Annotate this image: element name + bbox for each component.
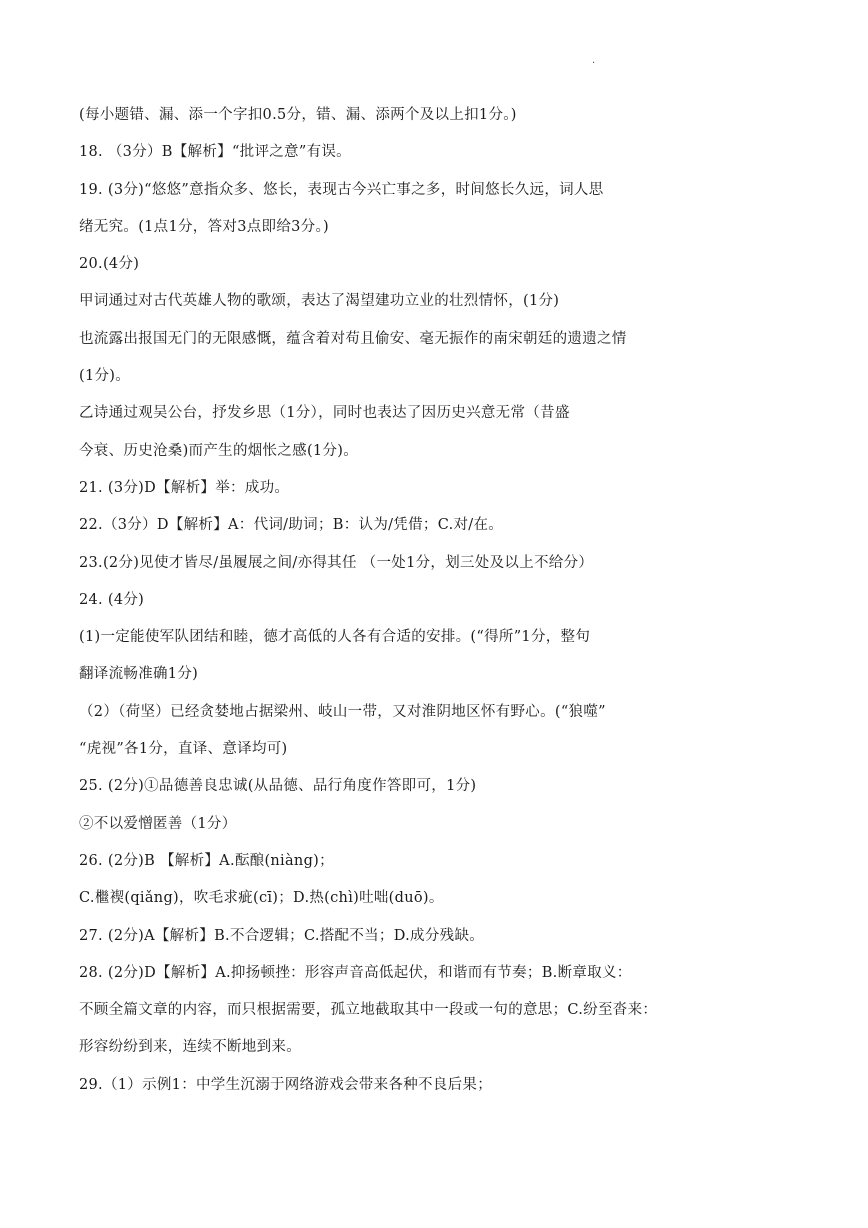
text-line: 也流露出报国无门的无限感慨，蕴含着对苟且偷安、毫无振作的南宋朝廷的遗遗之情: [79, 330, 627, 347]
text-line: ②不以爱憎匿善（1分）: [79, 815, 237, 832]
text-line: 23.(2分)见使才皆尽/虽履展之间/亦得其任 （一处1分，划三处及以上不给分）: [79, 554, 594, 571]
text-line: “虎视”各1分，直译、意译均可): [79, 741, 288, 758]
text-line: 22.（3分）D【解析】A：代词/助词；B：认为/凭借；C.对/在。: [79, 517, 504, 534]
text-line: 20.(4分): [79, 256, 140, 273]
text-line: 21. (3分)D【解析】举：成功。: [79, 479, 290, 496]
text-line: 绪无究。(1点1分，答对3点即给3分。): [79, 218, 329, 235]
text-line: (1分)。: [79, 368, 131, 385]
text-line: 不顾全篇文章的内容，而只根据需要，孤立地截取其中一段或一句的意思；C.纷至沓来：: [79, 1002, 658, 1019]
text-line: (1)一定能使军队团结和睦，德才高低的人各有合适的安排。(“得所”1分，整句: [79, 629, 591, 646]
text-line: 27. (2分)A【解析】B.不合逻辑；C.搭配不当；D.成分残缺。: [79, 927, 485, 944]
text-line: 24. (4分): [79, 591, 145, 608]
text-line: 19. (3分)“悠悠”意指众多、悠长，表现古今兴亡事之多，时间悠长久远，词人思: [79, 181, 604, 198]
text-line: 乙诗通过观吴公台，抒发乡思（1分），同时也表达了因历史兴意无常（昔盛: [79, 405, 570, 422]
text-line: 28. (2分)D【解析】A.抑扬顿挫：形容声音高低起伏，和谐而有节奏；B.断章取义：: [79, 964, 632, 981]
text-line: 25. (2分)①品德善良忠诚(从品德、品行角度作答即可，1分): [79, 778, 477, 795]
text-line: 今衰、历史沧桑)而产生的烟怅之感(1分)。: [79, 442, 358, 459]
text-line: 18. （3分）B【解析】“批评之意”有误。: [79, 144, 351, 161]
header-dot-mark: .: [592, 55, 596, 66]
text-line: 翻译流畅准确1分): [79, 666, 199, 683]
text-line: 甲词通过对古代英雄人物的歌颂，表达了渴望建功立业的壮烈情怀，(1分): [79, 293, 560, 310]
text-line: 形容纷纷到来，连续不断地到来。: [79, 1039, 301, 1056]
text-line: 29.（1）示例1：中学生沉溺于网络游戏会带来各种不良后果；: [79, 1076, 493, 1093]
text-line: 26. (2分)B 【解析】A.酝酿(niàng)；: [79, 852, 334, 869]
answer-key-text: [79, 100, 819, 1107]
text-line: （2）（荷坚）已经贪婪地占据梁州、岐山一带，又对淮阴地区怀有野心。(“狼噬”: [79, 703, 606, 720]
text-line: (每小题错、漏、添一个字扣0.5分，错、漏、添两个及以上扣1分。): [79, 107, 517, 123]
text-line: C.檵褉(qiǎng)，吹毛求疵(cī)；D.热(chì)吐咄(duō)。: [79, 890, 444, 907]
